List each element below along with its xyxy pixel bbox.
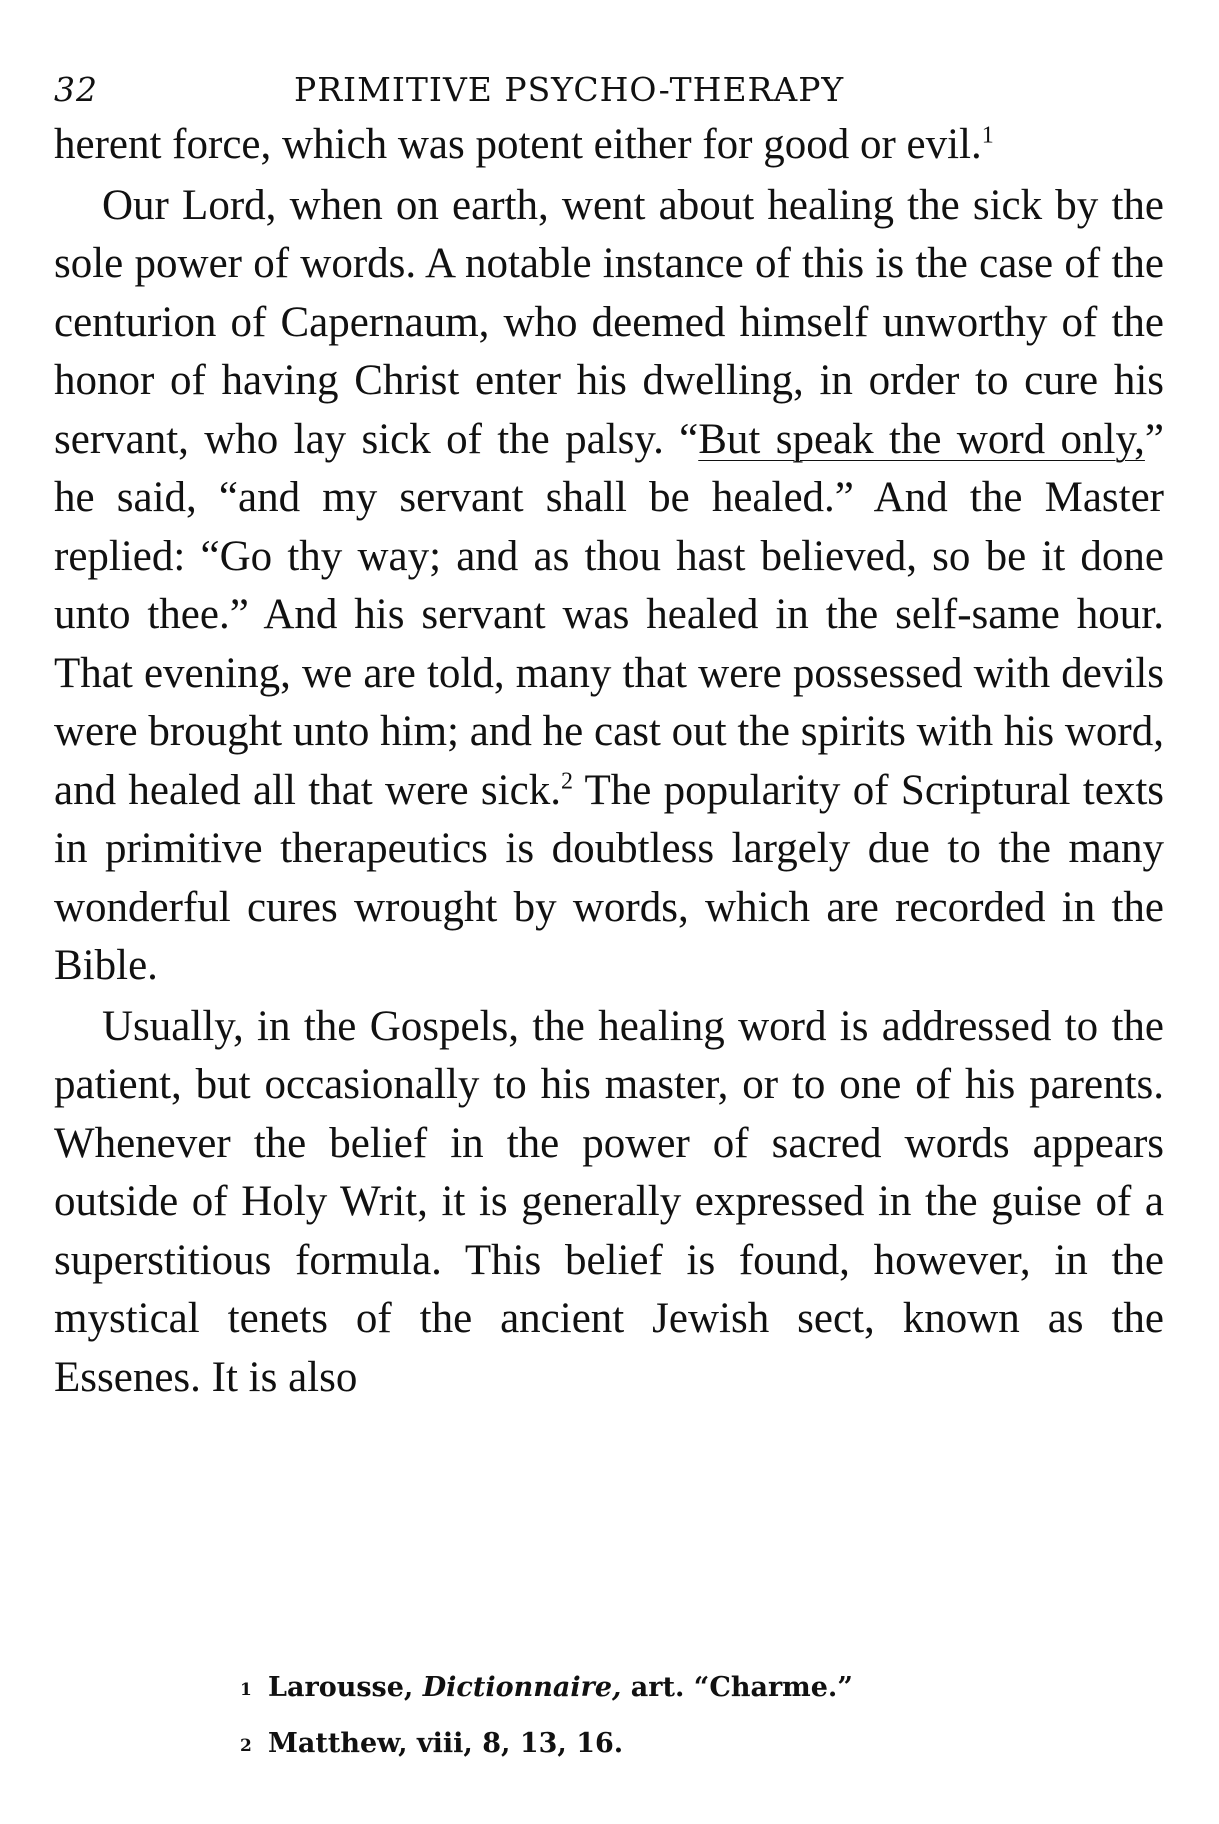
- paragraph-3: [54, 998, 1164, 1408]
- page-header: [54, 58, 1164, 110]
- paragraph-3-text: Usually, in the Gospels, the healing word is addressed to the patient, but occasionally to his master, or to one of his parents. Whenever the belief in the power of sacred words appears outside of Holy Writ, it is generally expressed in the guise of a superstitious formula. This belief is found, however, in the mystical tenets of the ancient Jewish sect, known as the Essenes. It is also: [54, 1002, 1164, 1401]
- underlined-quote: But speak the word only,: [698, 415, 1145, 463]
- footnote-ref-1: 1: [981, 122, 994, 149]
- footnote-ref-2: 2: [560, 768, 573, 795]
- running-title: PRIMITIVE PSYCHO-THERAPY: [294, 70, 845, 109]
- footnote-1: [240, 1660, 853, 1716]
- footnote-1-marker: 1: [240, 1680, 252, 1700]
- footnote-2-text: Matthew, viii, 8, 13, 16.: [268, 1728, 624, 1759]
- footnote-1-italic: Dictionnaire,: [422, 1672, 622, 1703]
- paragraph-2-text-a: Our Lord, when on earth, went about healing the sick by the sole power of words. A notable instance of this is the case of the centurion of Capernaum, who deemed himself unworthy of the honor of having Christ enter his dwelling, in order to cure his servant, who lay sick of the palsy. “: [54, 181, 1164, 463]
- footnote-1-pre: Larousse,: [268, 1672, 423, 1703]
- paragraph-1: [54, 116, 1164, 175]
- footnotes: [240, 1660, 853, 1772]
- paragraph-2-text-b: ” he said, “and my servant shall be healed.” And the Master replied: “Go thy way; and as thou hast believed, so be it done unto thee.” And his servant was healed in the self-same hour. That evening, we are told, many that were possessed with devils were brought unto him; and he cast out the spirits with his word, and healed all that were sick.: [54, 415, 1165, 814]
- footnote-2: [240, 1716, 853, 1772]
- body-text: [54, 116, 1164, 1407]
- footnote-2-marker: 2: [240, 1736, 252, 1756]
- paragraph-2: [54, 177, 1164, 996]
- page: [54, 58, 1164, 1407]
- paragraph-1-text: herent force, which was potent either for good or evil.: [54, 121, 982, 168]
- footnote-1-post: art. “Charme.”: [621, 1672, 853, 1703]
- paragraph-2-text-c: The popularity of Scriptural texts in primitive therapeutics is doubtless largely due to the many wonderful cures wrought by words, which are recorded in the Bible.: [54, 766, 1165, 989]
- page-number: 32: [54, 70, 98, 109]
